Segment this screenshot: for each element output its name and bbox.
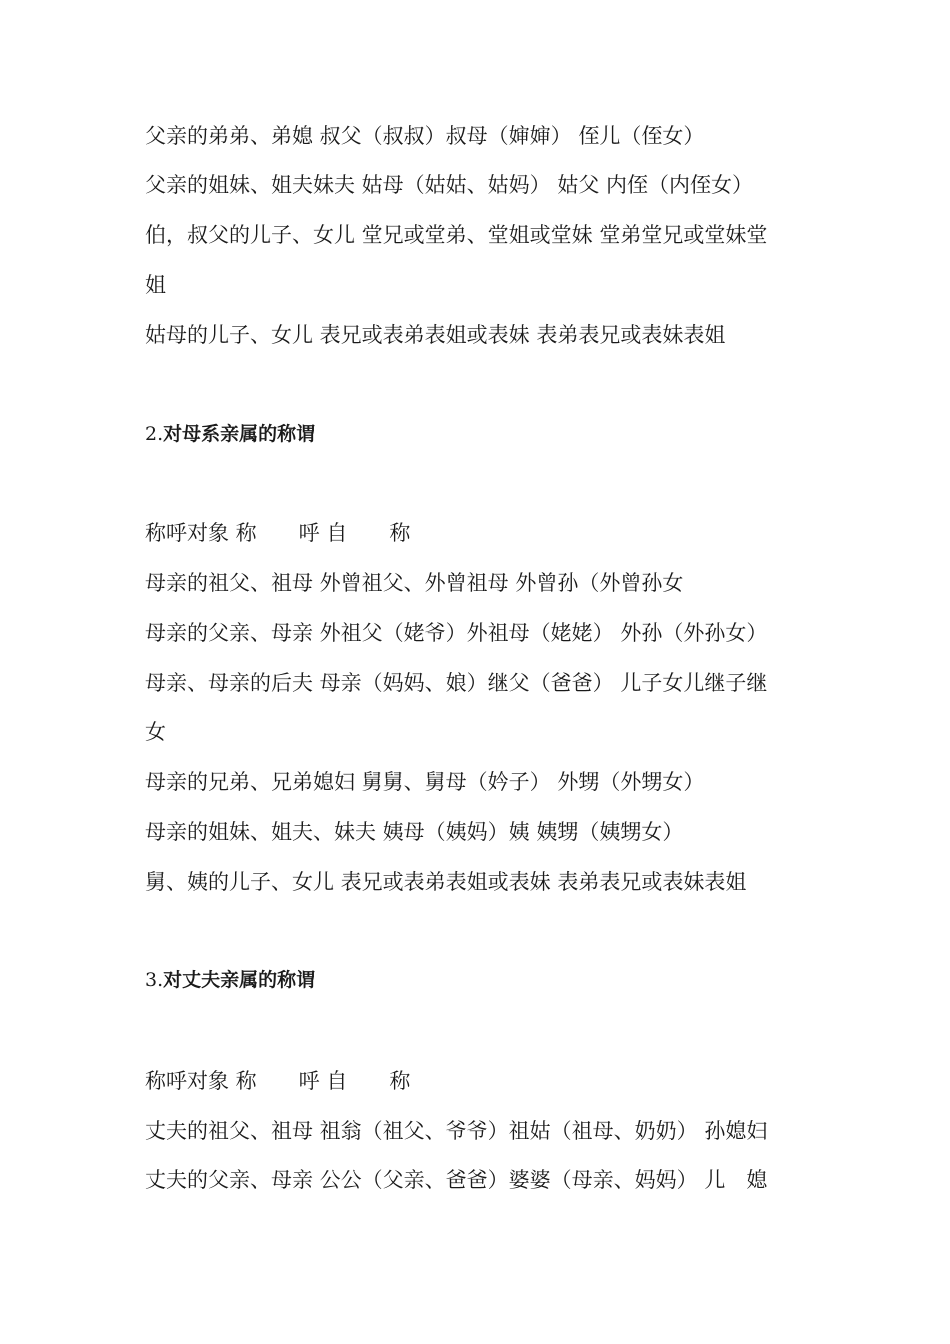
section-number: 2.: [145, 423, 164, 445]
text-line: 丈夫的父亲、母亲 公公（父亲、爸爸）婆婆（母亲、妈妈） 儿 媳: [145, 1168, 768, 1192]
text-line: 母亲的兄弟、兄弟媳妇 舅舅、舅母（妗子） 外甥（外甥女）: [145, 770, 705, 794]
text-line: 姐: [145, 273, 166, 297]
text-line: 母亲的父亲、母亲 外祖父（姥爷）外祖母（姥姥） 外孙（外孙女）: [145, 621, 768, 645]
table-header: 称呼对象 称 呼 自 称: [145, 1069, 411, 1093]
section-number: 3.: [145, 969, 164, 991]
text-line: 丈夫的祖父、祖母 祖翁（祖父、爷爷）祖姑（祖母、奶奶） 孙媳妇: [145, 1119, 768, 1143]
text-line: 母亲的姐妹、姐夫、妹夫 姨母（姨妈）姨 姨甥（姨甥女）: [145, 820, 684, 844]
text-line: 舅、姨的儿子、女儿 表兄或表弟表姐或表妹 表弟表兄或表妹表姐: [145, 870, 747, 894]
text-line: 女: [145, 720, 166, 744]
text-line: 母亲的祖父、祖母 外曾祖父、外曾祖母 外曾孙（外曾孙女: [145, 571, 684, 595]
section-heading: [145, 967, 315, 993]
table-header: 称呼对象 称 呼 自 称: [145, 521, 411, 545]
section-title: 对丈夫亲属的称谓: [163, 969, 316, 991]
text-line: 母亲、母亲的后夫 母亲（妈妈、娘）继父（爸爸） 儿子女儿继子继: [145, 671, 768, 695]
text-line: 姑母的儿子、女儿 表兄或表弟表姐或表妹 表弟表兄或表妹表姐: [145, 323, 726, 347]
section-title: 对母系亲属的称谓: [163, 423, 316, 445]
text-line: 父亲的姐妹、姐夫妹夫 姑母（姑姑、姑妈） 姑父 内侄（内侄女）: [145, 173, 754, 197]
text-line: 伯，叔父的儿子、女儿 堂兄或堂弟、堂姐或堂妹 堂弟堂兄或堂妹堂: [145, 223, 768, 247]
text-line: 父亲的弟弟、弟媳 叔父（叔叔）叔母（婶婶） 侄儿（侄女）: [145, 124, 705, 148]
section-heading: [145, 421, 315, 447]
